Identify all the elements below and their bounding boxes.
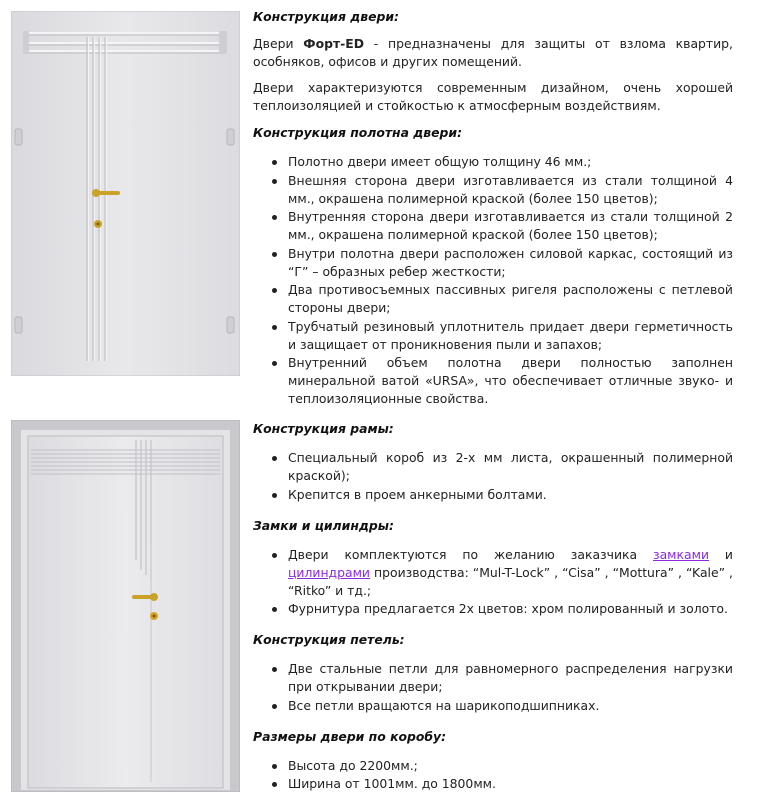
heading-frame-construction: Конструкция рамы: [253,421,394,436]
heading-locks: Замки и цилиндры: [253,517,394,533]
content-column [253,8,733,794]
list-item: Внутри полотна двери расположен силовой каркас, состоящий из “Г” – образных ребер жесткости; [253,245,733,281]
double-door-illustration [11,11,240,376]
list-item: Специальный короб из 2-х мм листа, окрашенный полимерной краской); [253,449,733,485]
list-item: Внутренняя сторона двери изготавливается из стали толщиной 2 мм., окрашена полимерной краской (более 150 цветов); [253,208,733,244]
paragraph-purpose [253,35,733,70]
door-image-front [11,11,240,376]
framed-door-illustration [11,420,240,792]
paragraph-design: Двери характеризуются современным дизайном, очень хорошей теплоизоляцией и стойкостью к атмосферным воздействиям. [253,80,733,113]
list-item: Трубчатый резиновый уплотнитель придает двери герметичность и защищает от проникновения пыли и запахов; [253,318,733,354]
list-item: Все петли вращаются на шарикоподшипниках. [253,697,733,715]
brand-name: Форт-ED [303,36,365,51]
list-frame-construction [253,449,733,504]
list-hinges [253,660,733,715]
purpose-prefix: Двери [253,36,304,51]
heading-hinges: Конструкция петель: [253,632,405,647]
locks-prefix: Двери комплектуются по желанию заказчика [288,546,653,562]
list-item: Крепится в проем анкерными болтами. [253,486,733,504]
list-dimensions [253,757,733,794]
list-locks [253,546,733,619]
purpose-rest: - предназначены для защиты от взлома квартир, особняков, офисов и других помещений. [253,36,733,69]
list-item: Две стальные петли для равномерного распределения нагрузки при открывании двери; [253,660,733,696]
locks-link[interactable]: замками [653,546,710,562]
list-item-locks [253,546,733,600]
door-image-framed [11,420,240,792]
locks-and: и [709,546,733,562]
list-item: Высота до 2200мм.; [253,757,733,775]
list-item: Полотно двери имеет общую толщину 46 мм.; [253,153,733,171]
heading-door-construction: Конструкция двери: [253,9,399,24]
list-item: Внешняя сторона двери изготавливается из стали толщиной 4 мм., окрашена полимерной краской (более 150 цветов); [253,172,733,208]
list-item: Внутренний объем полотна двери полностью заполнен минеральной ватой «URSA», что обеспечивает отличные звуко- и теплоизоляционные свойства. [253,354,733,408]
list-item: Два противосъемных пассивных ригеля расположены с петлевой стороны двери; [253,281,733,317]
list-item: Фурнитура предлагается 2х цветов: хром полированный и золото. [253,600,733,618]
list-item: Ширина от 1001мм. до 1800мм. [253,775,733,793]
heading-dimensions: Размеры двери по коробу: [253,728,447,744]
list-leaf-construction [253,153,733,408]
heading-leaf-construction: Конструкция полотна двери: [253,125,463,140]
cylinders-link[interactable]: цилиндрами [288,564,370,580]
locks-suffix: производства: “Mul-T-Lock” , “Cisa” , “Mottura” , “Kale” , “Ritko” и тд.; [288,564,733,598]
